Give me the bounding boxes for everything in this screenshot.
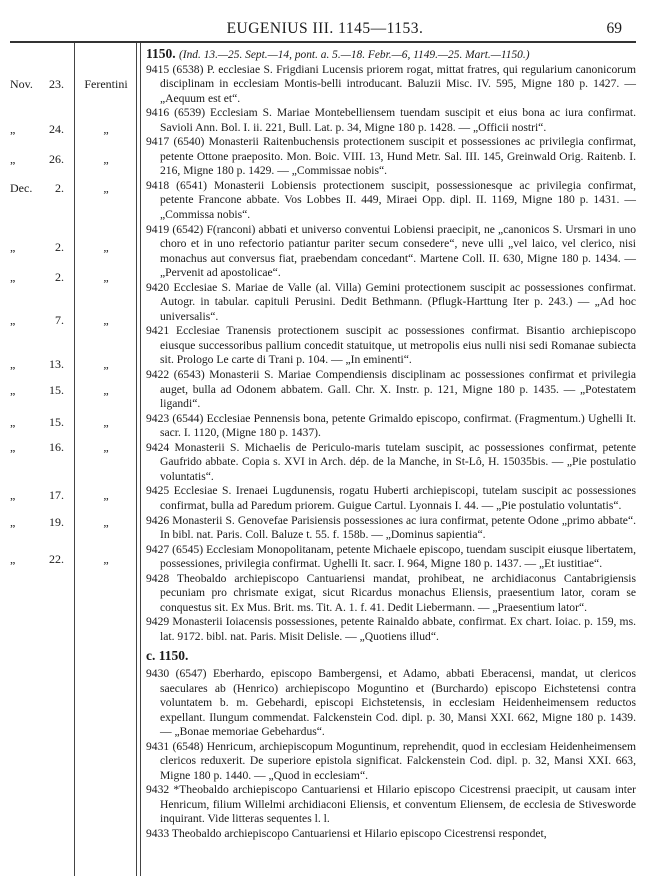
date-month: „ bbox=[10, 440, 16, 454]
date-place: „ bbox=[103, 515, 109, 529]
date-place: „ bbox=[103, 240, 109, 254]
running-title: EUGENIUS III. 1145—1153. bbox=[226, 20, 424, 37]
regest-entry: 9427 (6545) Ecclesiam Monopolitanam, petente Michaele episcopo, tuendam suscipit eiusque libertatem, possessiones, privilegia confirmat. Ughelli It. sacr. I. 964, Migne 180 p. 1437. — „Et iustitiae“. bbox=[146, 542, 636, 571]
section-heading-c1150: c. 1150. bbox=[146, 648, 189, 664]
column-divider-place-double bbox=[140, 43, 141, 876]
date-month: „ bbox=[10, 122, 16, 136]
regest-entry: 9426 Monasterii S. Genovefae Parisiensis possessiones ac iura confirmat, petente Odone „primo abbate“. In bibl. nat. Paris. Coll. Baluze t. 55. f. 158b. — „Dominus sapientia“. bbox=[146, 513, 636, 542]
regest-entry: 9432 *Theobaldo archiepiscopo Cantuariensi et Hilario episcopo Cicestrensi praecipit, ut causam inter Henricum, filium Willelmi archidiaconi Eliensis, et conventum Eliensem, de ecclesia de Stivesworde inquirant. Vide litteras sequentes l. l. bbox=[146, 783, 636, 826]
regest-entry: 9428 Theobaldo archiepiscopo Cantuariensi mandat, prohibeat, ne archidiaconus Cantabrigiensis pecuniam pro chrismate exigat, sicut Ricardus monachus Eliensis, praesentium lator, coram se conquestus sit. Ex Mus. Brit. ms. Tit. A. 1. f. 41. Dedit Liebermann. — „Praesentium lator“. bbox=[146, 571, 636, 614]
date-day: 13. bbox=[49, 357, 64, 371]
regest-entry: 9422 (6543) Monasterii S. Mariae Compendiensis disciplinam ac possessiones confirmat et privilegia auget, bulla ad Odonem abbatem. Gall. Chr. X. Instr. p. 121, Migne 180 p. 1435. — „Potestatem ligandi“. bbox=[146, 368, 636, 411]
date-row bbox=[0, 440, 136, 455]
date-day: 7. bbox=[55, 313, 64, 327]
date-place: „ bbox=[103, 357, 109, 371]
date-place: „ bbox=[103, 181, 109, 195]
regest-entry: 9419 (6542) F(ranconi) abbati et universo conventui Lobiensi praecipit, ne „canonicos S. Ursmari in uno choro et in uno refectorio patiantur pariter secum consedere“, neve ulli „vel laico, vel clerico, nisi monachus aut conversus fiat, praebendam concedant“. Martene Coll. II. 630, Migne 180 p. 1434. — „Pervenit ad apostolicae“. bbox=[146, 222, 636, 280]
date-place: „ bbox=[103, 552, 109, 566]
date-month: „ bbox=[10, 313, 16, 327]
regest-entry: 9420 Ecclesiae S. Mariae de Valle (al. Villa) Gemini protectionem suscipit ac possessiones confirmat. Autogr. in tabular. capituli Perusini. Dedit Bethmann. (Pflugk-Harttung Iter p. 243.) — „Ad hoc universalis“. bbox=[146, 280, 636, 323]
date-row bbox=[0, 515, 136, 530]
regest-entry: 9417 (6540) Monasterii Raitenbuchensis protectionem suscipit et possessiones ac privilegia confirmat, petente Ottone praeposito. Mon. Boic. VIII. 13, Hund Metr. Sal. III. 145, Greinwald Orig. Raitenb. I. 216, Migne 180 p. 1429. — „Commissae nobis“. bbox=[146, 135, 636, 178]
date-month: „ bbox=[10, 270, 16, 284]
date-row bbox=[0, 415, 136, 430]
date-place: Ferentini bbox=[84, 77, 128, 91]
regest-entry: 9415 (6538) P. ecclesiae S. Frigdiani Lucensis priorem rogat, mittat fratres, qui regularium canonicorum disciplinam in ecclesiam Montis-belli introducant. Baluzii Misc. IV. 595, Migne 180 p. 1427. — „Aequum est et“. bbox=[146, 62, 636, 105]
date-day: 17. bbox=[49, 488, 64, 502]
date-place: „ bbox=[103, 383, 109, 397]
date-row bbox=[0, 152, 136, 167]
regesta-text bbox=[146, 47, 636, 842]
date-month: Nov. bbox=[10, 77, 33, 91]
page-number: 69 bbox=[606, 20, 622, 37]
date-place: „ bbox=[103, 152, 109, 166]
date-day: 15. bbox=[49, 415, 64, 429]
regest-entry: 9416 (6539) Ecclesiam S. Mariae Montebelliensem tuendam suscipit et eius bona ac iura confirmat. Savioli Ann. Bol. I. ii. 221, Bull. Lat. p. 34, Migne 180 p. 1428. — „Officii nostri“. bbox=[146, 106, 636, 134]
date-month: „ bbox=[10, 383, 16, 397]
regest-entry: 9431 (6548) Henricum, archiepiscopum Moguntinum, reprehendit, quod in ecclesiam Heidenheimensem clericos reduxerit. De superiore epistola significat. Falckenstein Cod. dipl. p. 32, Mansi XXI. 663, Migne 180 p. 1440. — „Quod in ecclesiam“. bbox=[146, 739, 636, 782]
date-place: „ bbox=[103, 415, 109, 429]
date-month: „ bbox=[10, 488, 16, 502]
date-row bbox=[0, 181, 136, 196]
entries-c1150 bbox=[146, 667, 636, 842]
date-month: Dec. bbox=[10, 181, 33, 195]
date-day: 2. bbox=[55, 181, 64, 195]
date-day: 2. bbox=[55, 240, 64, 254]
page-header bbox=[0, 20, 650, 38]
date-row bbox=[0, 270, 136, 285]
regest-entry: 9421 Ecclesiae Tranensis protectionem suscipit ac possessiones confirmat. Bisantio archiepiscopo eiusque successoribus pallium concedit statuitque, ut metropolis eius nulli nisi sedi Romanae subiecta sit. Prologo Le carte di Trani p. 104. — „In eminenti“. bbox=[146, 324, 636, 367]
date-row bbox=[0, 357, 136, 372]
regest-entry: 9424 Monasterii S. Michaelis de Periculo-maris tutelam suscipit, ac possessiones confirmat, petente Gaufrido abbate. Copia s. XVI in Arch. dép. de la Manche, in St-Lô, H. 15035bis. — „Pie postulatio voluntatis“. bbox=[146, 440, 636, 483]
section-heading-1150 bbox=[146, 47, 636, 63]
date-day: 15. bbox=[49, 383, 64, 397]
regest-entry: 9433 Theobaldo archiepiscopo Cantuariensi et Hilario episcopo Cicestrensi respondet, bbox=[146, 826, 547, 840]
date-month: „ bbox=[10, 515, 16, 529]
date-month: „ bbox=[10, 415, 16, 429]
date-day: 22. bbox=[49, 552, 64, 566]
header-rule bbox=[10, 41, 636, 43]
date-place: „ bbox=[103, 270, 109, 284]
regest-entry: 9418 (6541) Monasterii Lobiensis protectionem suscipit, possessionesque ac privilegia confirmat, petente Francone abbate. Vos Lobbes II. 449, Miraei Opp. dipl. II. 1169, Migne 180 p. 1431. — „Commissa nobis“. bbox=[146, 178, 636, 222]
section-year: 1150. bbox=[146, 46, 176, 61]
regest-entry: 9423 (6544) Ecclesiae Pennensis bona, petente Grimaldo episcopo, confirmat. (Fragmentum.) Ughelli It. sacr. I. 1120, (Migne 180 p. 1437). bbox=[146, 411, 636, 440]
date-place: „ bbox=[103, 122, 109, 136]
date-place: „ bbox=[103, 440, 109, 454]
date-row bbox=[0, 122, 136, 137]
regest-entry: 9429 Monasterii Ioiacensis possessiones, petente Rainaldo abbate, confirmat. Ex chart. Ioiac. p. 159, ms. lat. 9172. bibl. nat. Paris. Misit Delisle. — „Quotiens illud“. bbox=[146, 615, 636, 643]
date-day: 23. bbox=[49, 77, 64, 91]
date-row bbox=[0, 488, 136, 503]
date-month: „ bbox=[10, 152, 16, 166]
date-row bbox=[0, 313, 136, 328]
date-day: 24. bbox=[49, 122, 64, 136]
date-row bbox=[0, 240, 136, 255]
date-month: „ bbox=[10, 552, 16, 566]
date-row bbox=[0, 77, 136, 92]
date-place: „ bbox=[103, 313, 109, 327]
date-day: 2. bbox=[55, 270, 64, 284]
column-divider-place bbox=[136, 43, 137, 876]
date-row bbox=[0, 552, 136, 567]
entries-1150 bbox=[146, 63, 636, 645]
regest-entry: 9425 Ecclesiae S. Irenaei Lugdunensis, rogatu Huberti archiepiscopi, tutelam suscipit ac possessiones confirmat, bulla ad Paredum priorem. Guigue Cartul. Lyonnais I. 44. — „Pie postulatio voluntatis“. bbox=[146, 484, 636, 512]
date-day: 19. bbox=[49, 515, 64, 529]
regest-entry: 9430 (6547) Eberhardo, episcopo Bambergensi, et Adamo, abbati Eberacensi, mandat, ut clericos saeculares ab (Henrico) archiepiscopo Moguntino et (Burchardo) episcopo Eichstetensi contra voluntatem b. m. Gebehardi, episcopi Eichstetensis, in ecclesiam Heidenheimensem reductos expellant. Ilungum commendat. Falckenstein Cod. dipl. p. 30, Mansi XXI. 662, Migne 180 p. 1439. — „Bonae memoriae Gebehardus“. bbox=[146, 666, 636, 739]
section-subtitle: (Ind. 13.—25. Sept.—14, pont. a. 5.—18. Febr.—6, 1149.—25. Mart.—1150.) bbox=[179, 49, 530, 61]
date-place: „ bbox=[103, 488, 109, 502]
column-divider-date bbox=[74, 43, 75, 876]
date-month: „ bbox=[10, 240, 16, 254]
date-day: 26. bbox=[49, 152, 64, 166]
date-row bbox=[0, 383, 136, 398]
date-day: 16. bbox=[49, 440, 64, 454]
date-month: „ bbox=[10, 357, 16, 371]
